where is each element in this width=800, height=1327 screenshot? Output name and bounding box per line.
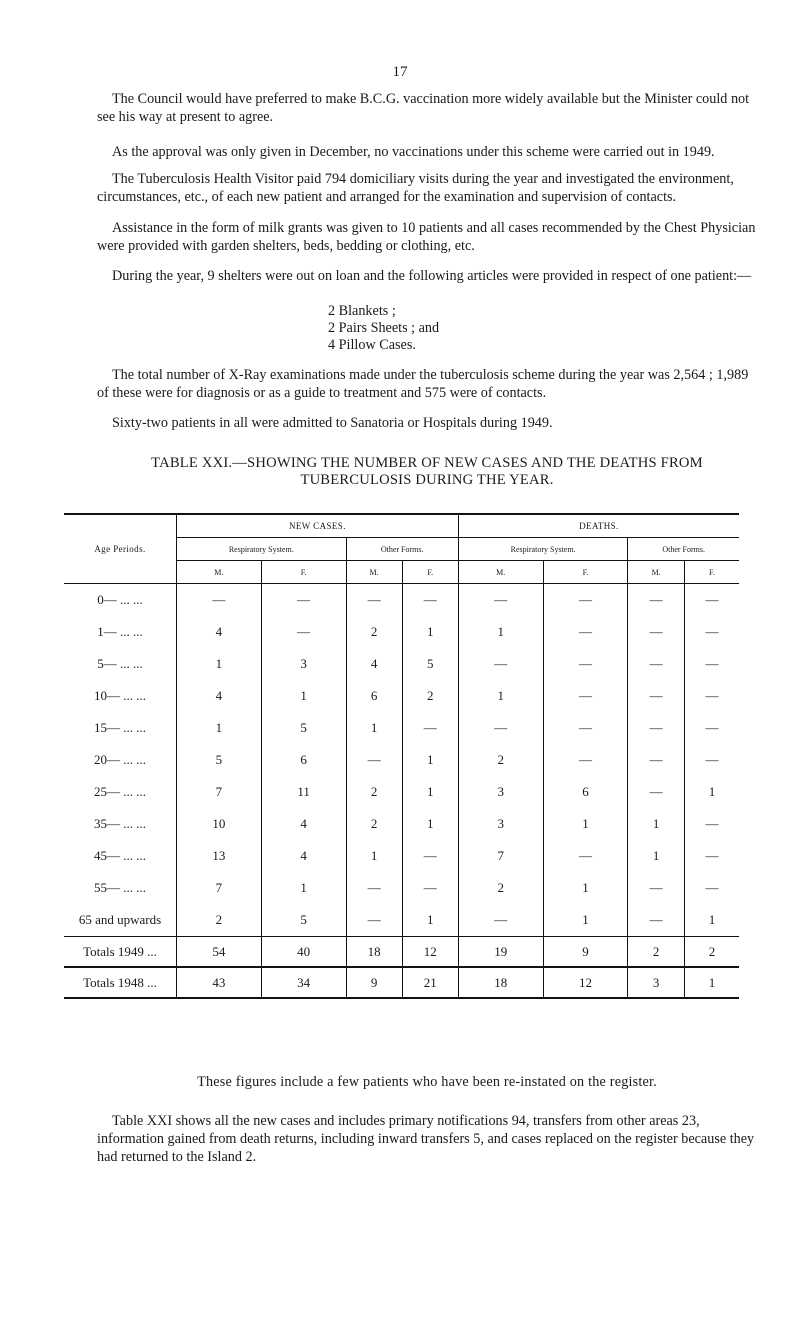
value-cell: — [684, 648, 739, 680]
value-cell: 5 [261, 904, 346, 937]
sex-header: F. [402, 561, 458, 584]
value-cell: — [543, 840, 628, 872]
deaths-other-header: Other Forms. [628, 538, 739, 561]
value-cell: — [628, 744, 685, 776]
value-cell: 6 [261, 744, 346, 776]
value-cell: 4 [261, 808, 346, 840]
value-cell: — [628, 648, 685, 680]
value-cell: 4 [261, 840, 346, 872]
value-cell: — [628, 712, 685, 744]
age-cell: 1— ... ... [97, 624, 143, 639]
value-cell: 1 [543, 808, 628, 840]
new-resp-header: Respiratory System. [177, 538, 347, 561]
value-cell: — [628, 584, 685, 617]
value-cell: — [177, 584, 262, 617]
value-cell: — [543, 584, 628, 617]
age-cell: 55— ... ... [94, 880, 146, 895]
value-cell: 9 [346, 967, 402, 998]
paragraph-bcg: The Council would have preferred to make B.C.G. vaccination more widely available but the Minister could not see his way at present to agree. [97, 91, 750, 125]
value-cell: — [628, 616, 685, 648]
value-cell: 1 [543, 872, 628, 904]
value-cell: 18 [458, 967, 543, 998]
value-cell: — [684, 584, 739, 617]
value-cell: 1 [402, 616, 458, 648]
age-cell: 65 and upwards [78, 912, 162, 927]
table-row [64, 808, 739, 840]
table-row [64, 776, 739, 808]
value-cell: 5 [261, 712, 346, 744]
value-cell: 6 [543, 776, 628, 808]
sex-header: F. [543, 561, 628, 584]
value-cell: 1 [684, 904, 739, 937]
age-cell: 20— ... ... [94, 752, 146, 767]
value-cell: 2 [177, 904, 262, 937]
value-cell: — [684, 680, 739, 712]
value-cell: 2 [346, 808, 402, 840]
value-cell: 2 [458, 872, 543, 904]
value-cell: 1 [261, 872, 346, 904]
value-cell: 3 [458, 776, 543, 808]
value-cell: 11 [261, 776, 346, 808]
value-cell: 4 [177, 616, 262, 648]
new-other-header: Other Forms. [346, 538, 458, 561]
sex-header: M. [346, 561, 402, 584]
paragraph-sanatoria: Sixty-two patients in all were admitted to Sanatoria or Hospitals during 1949. [112, 415, 553, 431]
value-cell: — [684, 808, 739, 840]
value-cell: 3 [458, 808, 543, 840]
value-cell: 1 [402, 904, 458, 937]
value-cell: — [684, 840, 739, 872]
value-cell: 6 [346, 680, 402, 712]
table-footnote: These figures include a few patients who have been re-instated on the register. [197, 1074, 657, 1090]
paragraph-closing: Table XXI shows all the new cases and includes primary notifications 94, transfers from other areas 23, information gained from death returns, including inward transfers 5, and cases replaced on the register because they had returned to the Island 2. [97, 1113, 755, 1165]
value-cell: — [458, 712, 543, 744]
age-cell: 15— ... ... [94, 720, 146, 735]
value-cell: 1 [458, 616, 543, 648]
table-row [64, 680, 739, 712]
value-cell: 1 [458, 680, 543, 712]
totals-row [64, 967, 739, 998]
value-cell: 34 [261, 967, 346, 998]
article-pillow-cases: 4 Pillow Cases. [328, 337, 416, 353]
totals-row [64, 937, 739, 968]
value-cell: 12 [402, 937, 458, 968]
age-cell: 10— ... ... [94, 688, 146, 703]
value-cell: — [346, 872, 402, 904]
table-row [64, 616, 739, 648]
article-sheets: 2 Pairs Sheets ; and [328, 320, 440, 336]
table-row [64, 840, 739, 872]
value-cell: — [628, 872, 685, 904]
value-cell: — [628, 776, 685, 808]
value-cell: 3 [261, 648, 346, 680]
value-cell: 3 [628, 967, 685, 998]
value-cell: — [402, 712, 458, 744]
sex-header: M. [458, 561, 543, 584]
value-cell: — [402, 840, 458, 872]
value-cell: — [346, 904, 402, 937]
totals-label: Totals 1948 ... [64, 967, 177, 998]
age-cell: 25— ... ... [94, 784, 146, 799]
sex-header: M. [628, 561, 685, 584]
paragraph-approval: As the approval was only given in December, no vaccinations under this scheme were carried out in 1949. [112, 144, 715, 160]
value-cell: — [543, 712, 628, 744]
table-row [64, 712, 739, 744]
value-cell: — [628, 680, 685, 712]
value-cell: — [402, 872, 458, 904]
value-cell: — [458, 584, 543, 617]
value-cell: 19 [458, 937, 543, 968]
value-cell: — [684, 744, 739, 776]
value-cell: — [684, 712, 739, 744]
totals-label: Totals 1949 ... [64, 937, 177, 968]
value-cell: — [543, 648, 628, 680]
paragraph-health-visitor: The Tuberculosis Health Visitor paid 794 domiciliary visits during the year and investigated the environment, circumstances, etc., of each new patient and arranged for the examination and supervision of contacts. [97, 171, 734, 205]
value-cell: — [543, 616, 628, 648]
value-cell: — [458, 648, 543, 680]
deaths-header: DEATHS. [458, 514, 739, 538]
value-cell: 2 [684, 937, 739, 968]
deaths-resp-header: Respiratory System. [458, 538, 628, 561]
value-cell: 2 [402, 680, 458, 712]
value-cell: 54 [177, 937, 262, 968]
value-cell: 7 [458, 840, 543, 872]
table-row [64, 872, 739, 904]
table-row [64, 904, 739, 937]
article-blankets: 2 Blankets ; [328, 303, 396, 319]
value-cell: 1 [177, 712, 262, 744]
sex-header: F. [684, 561, 739, 584]
value-cell: — [684, 872, 739, 904]
value-cell: 1 [543, 904, 628, 937]
value-cell: 5 [177, 744, 262, 776]
value-cell: 1 [402, 776, 458, 808]
age-periods-header: Age Periods. [64, 514, 177, 584]
value-cell: 13 [177, 840, 262, 872]
value-cell: — [261, 616, 346, 648]
value-cell: — [543, 744, 628, 776]
value-cell: 1 [684, 776, 739, 808]
value-cell: — [261, 584, 346, 617]
tuberculosis-table [64, 513, 739, 999]
value-cell: 2 [346, 616, 402, 648]
table-row [64, 744, 739, 776]
value-cell: 2 [458, 744, 543, 776]
sex-header: F. [261, 561, 346, 584]
value-cell: 43 [177, 967, 262, 998]
table-row [64, 584, 739, 617]
value-cell: 1 [177, 648, 262, 680]
age-cell: 0— ... ... [97, 592, 143, 607]
value-cell: 1 [346, 712, 402, 744]
age-cell: 5— ... ... [97, 656, 143, 671]
value-cell: 1 [402, 808, 458, 840]
value-cell: 2 [628, 937, 685, 968]
value-cell: 1 [402, 744, 458, 776]
value-cell: 9 [543, 937, 628, 968]
age-cell: 45— ... ... [94, 848, 146, 863]
value-cell: 7 [177, 872, 262, 904]
table-row [64, 648, 739, 680]
value-cell: 1 [346, 840, 402, 872]
value-cell: 7 [177, 776, 262, 808]
value-cell: 12 [543, 967, 628, 998]
page-number: 17 [392, 64, 408, 80]
age-cell: 35— ... ... [94, 816, 146, 831]
value-cell: — [543, 680, 628, 712]
value-cell: 2 [346, 776, 402, 808]
value-cell: 1 [261, 680, 346, 712]
value-cell: 1 [628, 808, 685, 840]
table-caption-line2: TUBERCULOSIS DURING THE YEAR. [300, 472, 554, 488]
value-cell: 4 [346, 648, 402, 680]
paragraph-xray: The total number of X-Ray examinations made under the tuberculosis scheme during the year was 2,564 ; 1,989 of these were for diagnosis or as a guide to treatment and 575 were of contacts. [97, 367, 749, 401]
value-cell: — [346, 584, 402, 617]
sex-header: M. [177, 561, 262, 584]
value-cell: 18 [346, 937, 402, 968]
value-cell: — [458, 904, 543, 937]
value-cell: 40 [261, 937, 346, 968]
paragraph-shelters: During the year, 9 shelters were out on loan and the following articles were provided in respect of one patient:— [112, 268, 752, 284]
value-cell: — [628, 904, 685, 937]
value-cell: 1 [628, 840, 685, 872]
value-cell: — [684, 616, 739, 648]
value-cell: 4 [177, 680, 262, 712]
value-cell: 21 [402, 967, 458, 998]
table-caption-line1: TABLE XXI.—SHOWING THE NUMBER OF NEW CASES AND THE DEATHS FROM [151, 455, 703, 471]
value-cell: 5 [402, 648, 458, 680]
value-cell: — [402, 584, 458, 617]
value-cell: 10 [177, 808, 262, 840]
paragraph-milk-grants: Assistance in the form of milk grants was given to 10 patients and all cases recommended by the Chest Physician were provided with garden shelters, beds, bedding or clothing, etc. [97, 220, 756, 254]
new-cases-header: NEW CASES. [177, 514, 459, 538]
value-cell: 1 [684, 967, 739, 998]
value-cell: — [346, 744, 402, 776]
